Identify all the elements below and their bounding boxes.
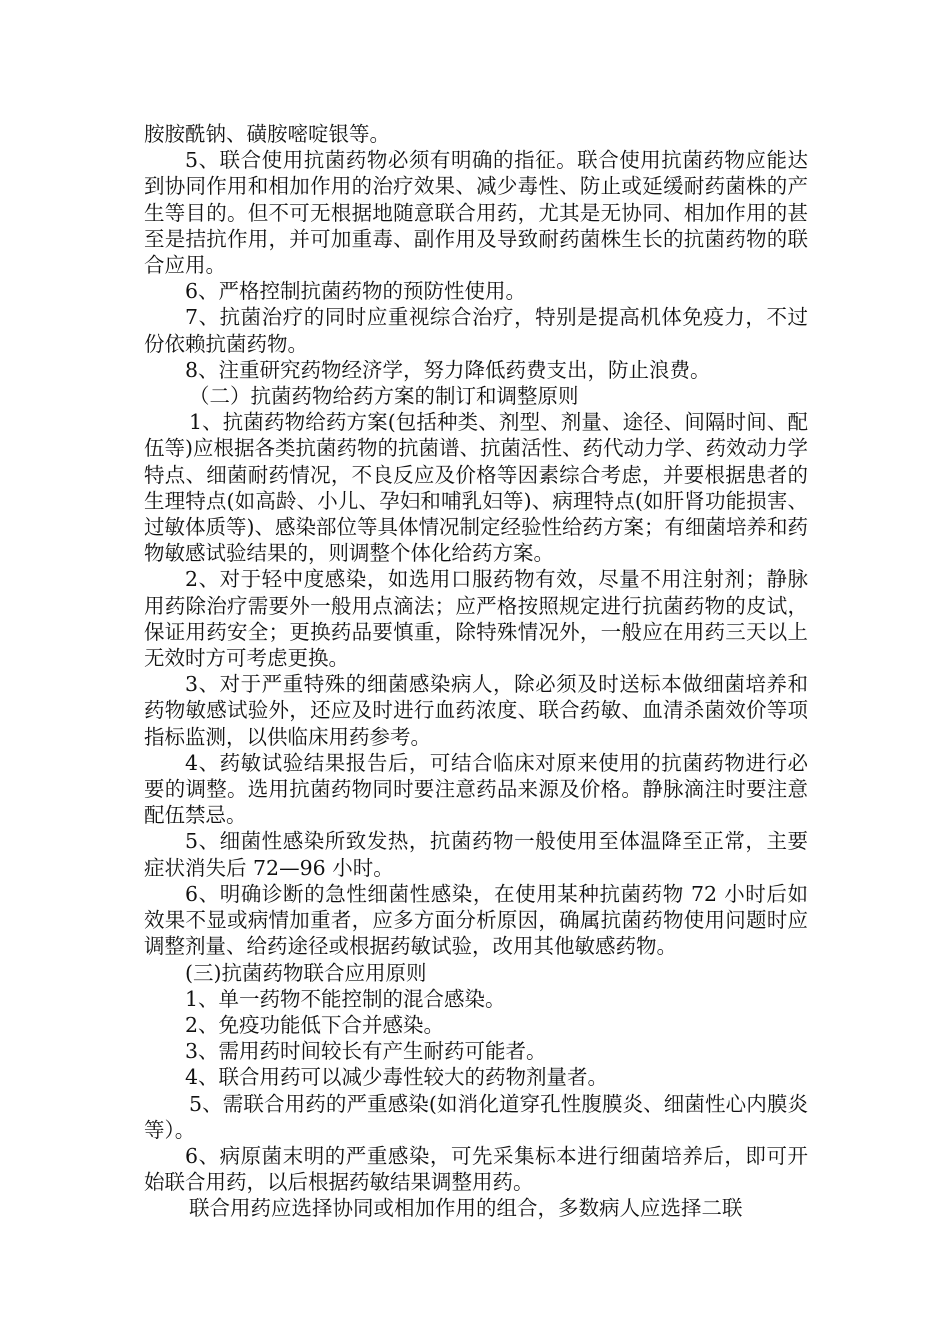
paragraph-principle-8: 8、注重研究药物经济学，努力降低药费支出，防止浪费。 (185, 357, 711, 382)
paragraph-principle-6: 6、严格控制抗菌药物的预防性使用。 (185, 279, 527, 304)
paragraph-combination-1: 1、单一药物不能控制的混合感染。 (185, 986, 506, 1011)
paragraph-dosing-4: 4、药敏试验结果报告后，可结合临床对原来使用的抗菌药物进行必要的调整。选用抗菌药物同时要注意药品来源及价格。静脉滴注时要注意配伍禁忌。 (144, 750, 808, 828)
paragraph-dosing-6: 6、明确诊断的急性细菌性感染，在使用某种抗菌药物 72 小时后如效果不显或病情加重者，应多方面分析原因，确属抗菌药物使用问题时应调整剂量、给药途径或根据药敏试验，改用其他敏感药物。 (144, 881, 808, 959)
paragraph-continuation: 胺胺酰钠、磺胺嘧啶银等。 (144, 122, 390, 146)
paragraph-dosing-2: 2、对于轻中度感染，如选用口服药物有效，尽量不用注射剂；静脉用药除治疗需要外一般用点滴法；应严格按照规定进行抗菌药物的皮试，保证用药安全；更换药品要慎重，除特殊情况外，一般应在用药三天以上无效时方可考虑更换。 (144, 567, 808, 671)
document-body (144, 121, 808, 1222)
paragraph-principle-7: 7、抗菌治疗的同时应重视综合治疗，特别是提高机体免疫力，不过份依赖抗菌药物。 (144, 305, 808, 356)
paragraph-combination-summary: 联合用药应选择协同或相加作用的组合，多数病人应选择二联 (189, 1196, 743, 1221)
paragraph-dosing-5: 5、细菌性感染所致发热，抗菌药物一般使用至体温降至正常，主要症状消失后 72—96 小时。 (144, 829, 808, 880)
section-heading-3: (三)抗菌药物联合应用原则 (185, 960, 427, 985)
paragraph-principle-5: 5、联合使用抗菌药物必须有明确的指征。联合使用抗菌药物应能达到协同作用和相加作用的治疗效果、减少毒性、防止或延缓耐药菌株的产生等目的。但不可无根据地随意联合用药，尤其是无协同、相加作用的甚至是拮抗作用，并可加重毒、副作用及导致耐药菌株生长的抗菌药物的联合应用。 (144, 148, 808, 278)
paragraph-combination-2: 2、免疫功能低下合并感染。 (185, 1012, 445, 1037)
paragraph-combination-5: 5、需联合用药的严重感染(如消化道穿孔性腹膜炎、细菌性心内膜炎等）。 (144, 1091, 808, 1142)
paragraph-combination-3: 3、需用药时间较长有产生耐药可能者。 (185, 1039, 547, 1064)
paragraph-dosing-3: 3、对于严重特殊的细菌感染病人，除必须及时送标本做细菌培养和药物敏感试验外，还应及时进行血药浓度、联合药敏、血清杀菌效价等项指标监测，以供临床用药参考。 (144, 672, 808, 749)
paragraph-combination-6: 6、病原菌末明的严重感染，可先采集标本进行细菌培养后，即可开始联合用药，以后根据药敏结果调整用药。 (144, 1143, 808, 1195)
paragraph-dosing-1: 1、抗菌药物给药方案(包括种类、剂型、剂量、途径、间隔时间、配伍等)应根据各类抗菌药物的抗菌谱、抗菌活性、药代动力学、药效动力学特点、细菌耐药情况，不良反应及价格等因素综合考虑，并要根据患者的生理特点(如高龄、小儿、孕妇和哺乳妇等)、病理特点(如肝肾功能损害、过敏体质等)、感染部位等具体情况制定经验性给药方案；有细菌培养和药物敏感试验结果的，则调整个体化给药方案。 (144, 410, 808, 566)
section-heading-2: （二）抗菌药物给药方案的制订和调整原则 (189, 384, 579, 409)
paragraph-combination-4: 4、联合用药可以减少毒性较大的药物剂量者。 (185, 1065, 609, 1090)
